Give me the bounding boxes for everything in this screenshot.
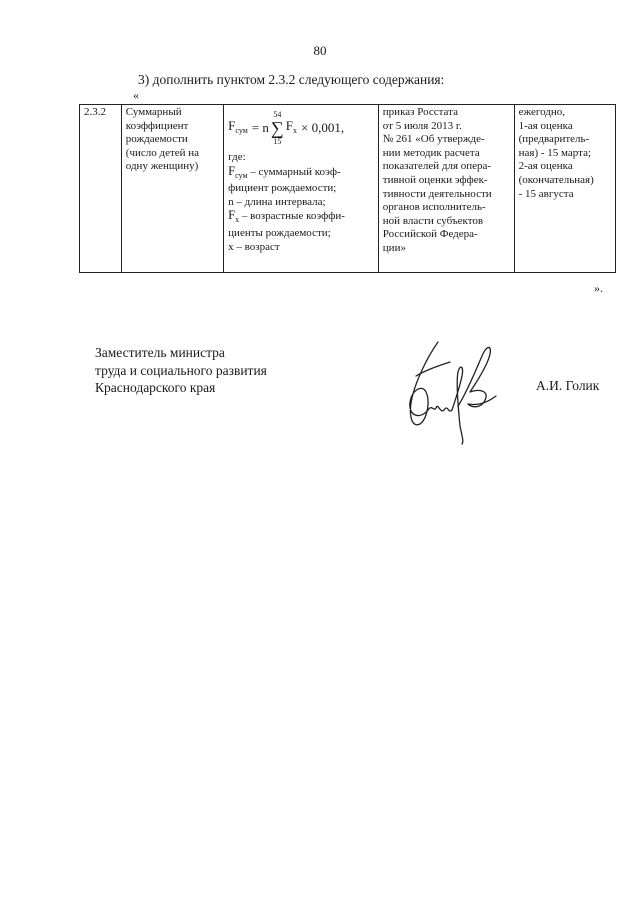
period-line: 2-ая оценка [518, 160, 573, 173]
indicator-line: Суммарный [125, 106, 182, 118]
formula [228, 105, 375, 151]
cell-formula [224, 105, 379, 273]
period-line: (окончательная) [518, 173, 594, 186]
source-line: № 261 «Об утвержде- [382, 133, 485, 146]
signer-line: Заместитель министра [95, 345, 225, 360]
formula-rest: × 0,001, [300, 120, 345, 136]
indicator-line: (число детей на [125, 146, 200, 159]
source-line: нии методик расчета [382, 146, 480, 159]
sum-lower-limit: 15 [273, 136, 282, 146]
period-line: (предваритель- [518, 133, 590, 146]
source-line: тивности деятельности [382, 187, 492, 200]
formula-term: $F_x$ [285, 117, 297, 135]
definition-line: фициент рождаемости; [228, 182, 337, 195]
signer-name: А.И. Голик [536, 378, 600, 393]
signer-line: труда и социального развития [95, 362, 267, 378]
table-row [80, 105, 616, 273]
period-line: 1-ая оценка [518, 119, 573, 132]
source-line: Российской Федера- [382, 228, 478, 241]
indicator-table [79, 104, 616, 273]
formula-lhs: $F_{сум}$ [228, 117, 248, 135]
source-line: ции» [382, 241, 406, 254]
cell-source [378, 105, 514, 273]
period-line: ная) - 15 марта; [518, 146, 592, 159]
intro-text: 3) дополнить пунктом 2.3.2 следующего содержания: [138, 72, 445, 87]
source-line: приказ Росстата [382, 106, 458, 118]
signer-line: Краснодарского края [95, 380, 216, 395]
indicator-line: коэффициент [125, 119, 189, 132]
source-line: ной власти субъектов [382, 214, 484, 227]
indicator-line: одну женщину) [125, 160, 199, 173]
definition-line: $F_x$ – возрастные коэффи- [228, 208, 345, 225]
source-line: показателей для опера- [382, 160, 492, 173]
period-line: - 15 августа [518, 187, 574, 200]
indicator-line: рождаемости [125, 133, 188, 146]
source-line: от 5 июля 2013 г. [382, 119, 462, 132]
definition-line: $F_{сум}$ – суммарный коэф- [228, 163, 341, 180]
source-line: органов исполнитель- [382, 201, 486, 214]
where-label: где: [228, 151, 246, 163]
cell-number: 2.3.2 [80, 105, 122, 273]
page-number: 80 [313, 43, 327, 58]
open-quote: « [133, 88, 139, 102]
signer-title [95, 344, 267, 397]
close-quote: ». [594, 281, 603, 295]
sum-upper-limit: 54 [273, 109, 282, 119]
formula-equals-n: = n [251, 120, 269, 136]
definition-line: циенты рождаемости; [228, 226, 331, 239]
cell-period [514, 105, 615, 273]
cell-indicator [121, 105, 223, 273]
sum-symbol: 54 ∑ 15 [270, 109, 284, 146]
definition-line: x – возраст [228, 240, 280, 253]
definition-line: n – длина интервала; [228, 195, 326, 208]
handwritten-signature [398, 336, 508, 448]
source-line: тивной оценки эффек- [382, 173, 488, 186]
period-line: ежегодно, [518, 106, 565, 118]
